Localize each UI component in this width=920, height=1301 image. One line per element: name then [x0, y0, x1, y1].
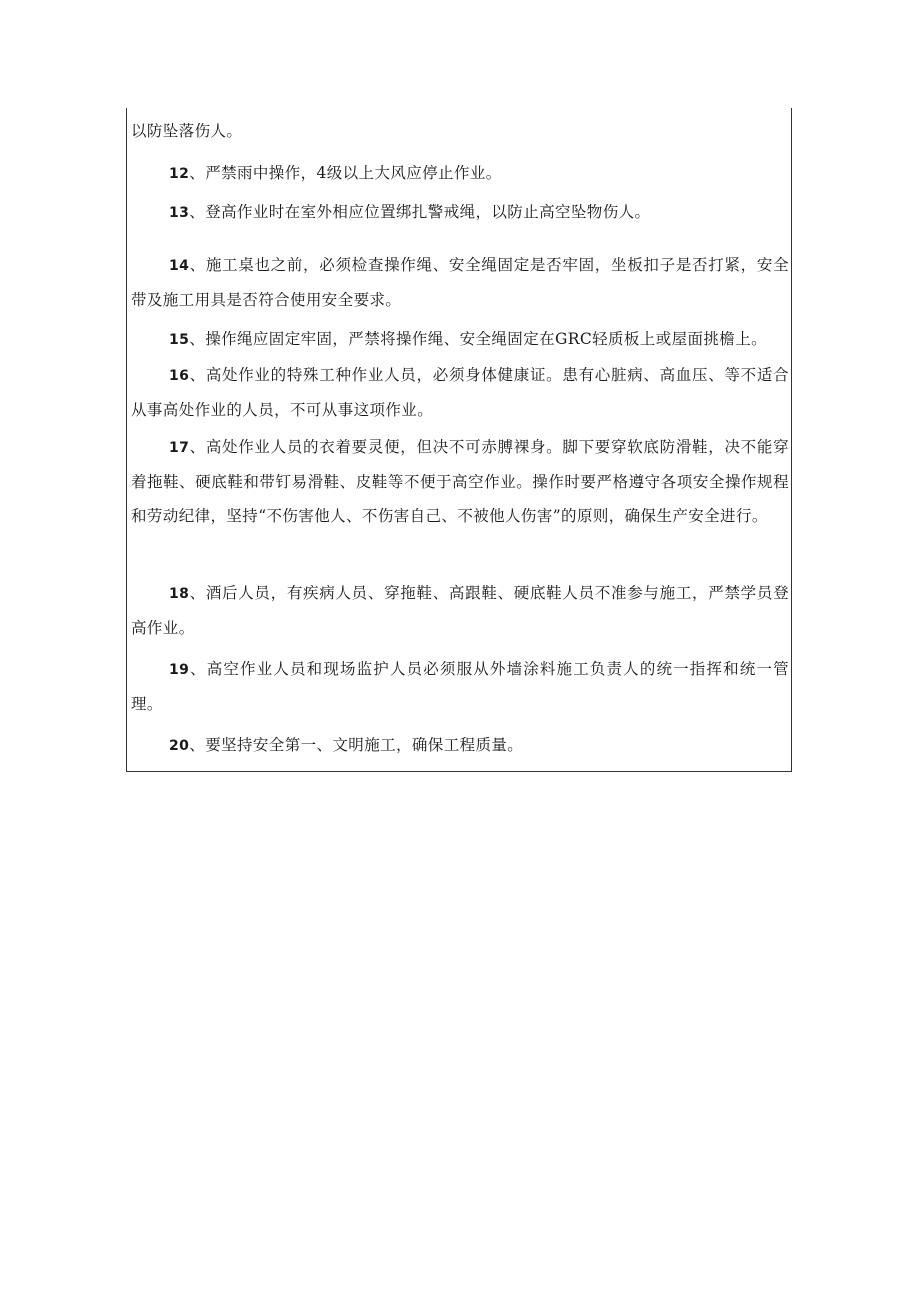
- paragraph-text: 、高处作业的特殊工种作业人员，必须身体健康证。患有心脏病、高血压、等不适合从事高处作业的人员，不可从事这项作业。: [131, 366, 789, 419]
- paragraph-text: 、高处作业人员的衣着要灵便，但决不可赤膊裸身。脚下要穿软底防滑鞋，决不能穿着拖鞋、硬底鞋和带钉易滑鞋、皮鞋等不便于高空作业。操作时要严格遵守各项安全操作规程和劳动纪律，坚持“不伤害他人、不伤害自己、不被他人伤害”的原则，确保生产安全进行。: [131, 438, 789, 525]
- item-number: 14: [169, 258, 190, 274]
- paragraph-item-18: [131, 576, 789, 645]
- paragraph-text: 、要坚持安全第一、文明施工，确保工程质量。: [189, 736, 524, 754]
- paragraph-item-14: [131, 248, 789, 317]
- item-number: 16: [169, 368, 190, 384]
- paragraph-text: 、严禁雨中操作，4级以上大风应停止作业。: [189, 164, 502, 182]
- paragraph-item-20: [131, 728, 789, 763]
- paragraph-item-19: [131, 652, 789, 721]
- paragraph-text: 、登高作业时在室外相应位置绑扎警戒绳，以防止高空坠物伤人。: [189, 203, 651, 221]
- paragraph-text: 以防坠落伤人。: [131, 122, 243, 140]
- paragraph-text: 、施工桌也之前，必须检查操作绳、安全绳固定是否牢固，坐板扣子是否打紧，安全带及施工用具是否符合使用安全要求。: [131, 256, 789, 309]
- paragraph-item-17: [131, 430, 789, 533]
- item-number: 15: [169, 332, 190, 348]
- paragraph-continuation: [131, 114, 789, 148]
- paragraph-text: 、操作绳应固定牢固，严禁将操作绳、安全绳固定在GRC轻质板上或屋面挑檐上。: [189, 330, 768, 348]
- paragraph-text: 、高空作业人员和现场监护人员必须服从外墙涂料施工负责人的统一指挥和统一管理。: [131, 660, 789, 713]
- item-number: 13: [169, 205, 190, 221]
- item-number: 18: [169, 586, 190, 602]
- item-number: 19: [169, 662, 190, 678]
- paragraph-item-15: [131, 322, 789, 357]
- item-number: 20: [169, 738, 190, 754]
- content-table-cell: [126, 108, 792, 772]
- paragraph-text: 、酒后人员，有疾病人员、穿拖鞋、高跟鞋、硬底鞋人员不准参与施工，严禁学员登高作业。: [131, 584, 789, 637]
- paragraph-item-16: [131, 358, 789, 427]
- item-number: 12: [169, 166, 190, 182]
- paragraph-item-13: [131, 195, 789, 230]
- paragraph-item-12: [131, 156, 789, 191]
- item-number: 17: [169, 440, 190, 456]
